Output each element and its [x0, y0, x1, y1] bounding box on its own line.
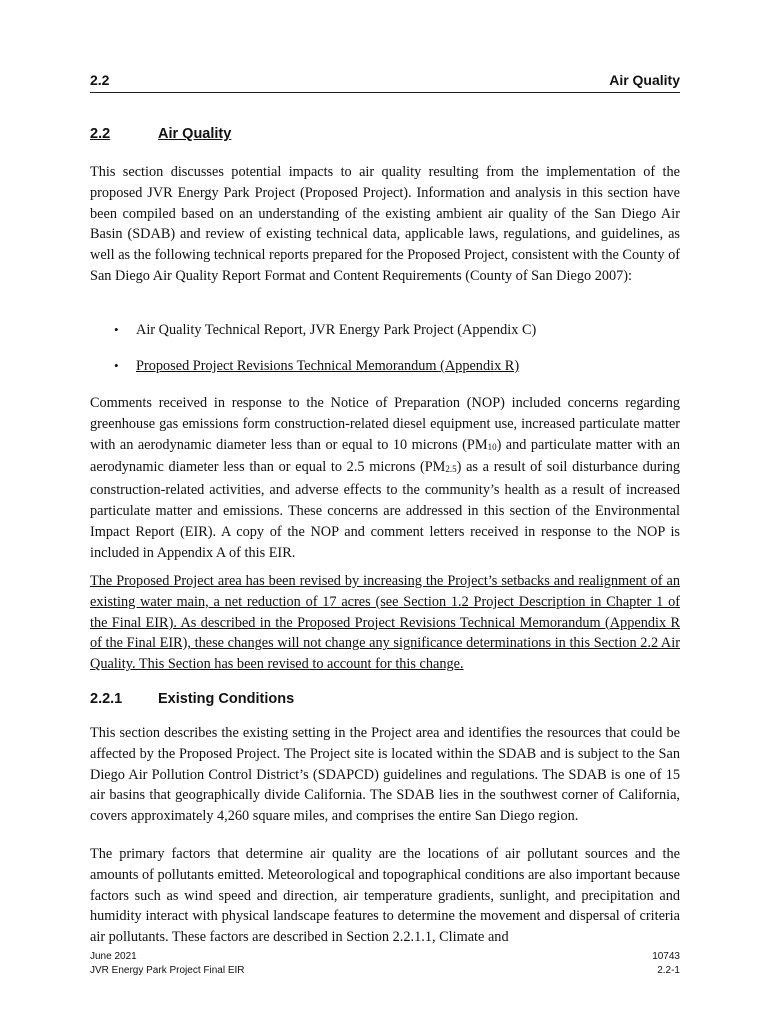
revision-paragraph: The Proposed Project area has been revised by increasing the Project’s setbacks and realignment of an existing water main, a net reduction of 17 acres (see Section 1.2 Project Description in Chapter 1 of the Final EIR). As described in the Proposed Project Revisions Technical Memorandum (Appendix R of the Final EIR), these changes will not change any significance determinations in this Section 2.2 Air Quality. This Section has been revised to account for this change.: [90, 573, 680, 673]
report-list: [90, 320, 680, 392]
existing-conditions-paragraph-1: This section describes the existing setting in the Project area and identifies the resources that could be affected by the Proposed Project. The Project site is located within the SDAB and is subject to the San Diego Air Pollution Control District’s (SDAPCD) guidelines and regulations. The SDAB is one of 15 air basins that geographically divide California. The SDAB lies in the southwest corner of California, covers approximately 4,260 square miles, and comprises the entire San Diego region.: [90, 725, 680, 825]
section-title: Air Quality: [158, 126, 232, 142]
list-item-text: Proposed Project Revisions Technical Memorandum (Appendix R): [136, 358, 520, 374]
subsection-title: Existing Conditions: [158, 691, 295, 707]
subsection-number: 2.2.1: [90, 691, 123, 707]
pm25-subscript: 2.5: [445, 464, 457, 475]
comments-text-1: Comments received in response to the Notice of Preparation (NOP) included concerns regarding greenhouse gas emissions form construction-related diesel equipment use, increased particulate matter with an aerodynamic diameter less than or equal to 10 microns (PM: [90, 395, 680, 453]
header-section-title: Air Quality: [609, 72, 680, 88]
list-item-text: Air Quality Technical Report, JVR Energy Park Project (Appendix C): [136, 322, 537, 338]
nop-comments-paragraph: [90, 393, 680, 563]
footer-page-number: 2.2-1: [657, 965, 680, 976]
footer-date: June 2021: [90, 951, 137, 962]
existing-conditions-paragraph-2: The primary factors that determine air quality are the locations of air pollutant sources and the amounts of pollutants emitted. Meteorological and topographical conditions are also important because factors such as wind speed and direction, air temperature gradients, sunlight, and precipitation and humidity interact with physical landscape features to determine the movement and dispersal of criteria air pollutants. These factors are described in Section 2.2.1.1, Climate and: [90, 846, 680, 946]
page-footer: [90, 950, 680, 978]
bullet-icon: •: [114, 322, 119, 337]
intro-paragraph: This section discusses potential impacts to air quality resulting from the implementation of the proposed JVR Energy Park Project (Proposed Project). Information and analysis in this section have been compiled based on an understanding of the existing ambient air quality of the San Diego Air Basin (SDAB) and review of existing technical data, applicable laws, regulations, and guidelines, as well as the following technical reports prepared for the Proposed Project, consistent with the County of San Diego Air Quality Report Format and Content Requirements (County of San Diego 2007):: [90, 164, 680, 284]
footer-doc-number: 10743: [652, 951, 680, 962]
comments-text-3: ) as a result of soil disturbance during construction-related activities, and adverse effects to the community’s health as a result of increased particulate matter and emissions. These concerns are addressed in this section of the Environmental Impact Report (EIR). A copy of the NOP and comment letters received in response to the NOP is included in Appendix A of this EIR.: [90, 459, 680, 561]
footer-doc-title: JVR Energy Park Project Final EIR: [90, 965, 245, 976]
header-section-number: 2.2: [90, 72, 110, 88]
list-item: [90, 356, 680, 392]
running-header: [90, 72, 680, 93]
section-number: 2.2: [90, 126, 111, 142]
comments-text-2: ) and particulate matter with an aerodynamic diameter less than or equal to 2.5 microns (PM: [90, 436, 680, 476]
bullet-icon: •: [114, 358, 119, 373]
list-item: [90, 320, 680, 356]
pm10-subscript: 10: [487, 441, 497, 452]
